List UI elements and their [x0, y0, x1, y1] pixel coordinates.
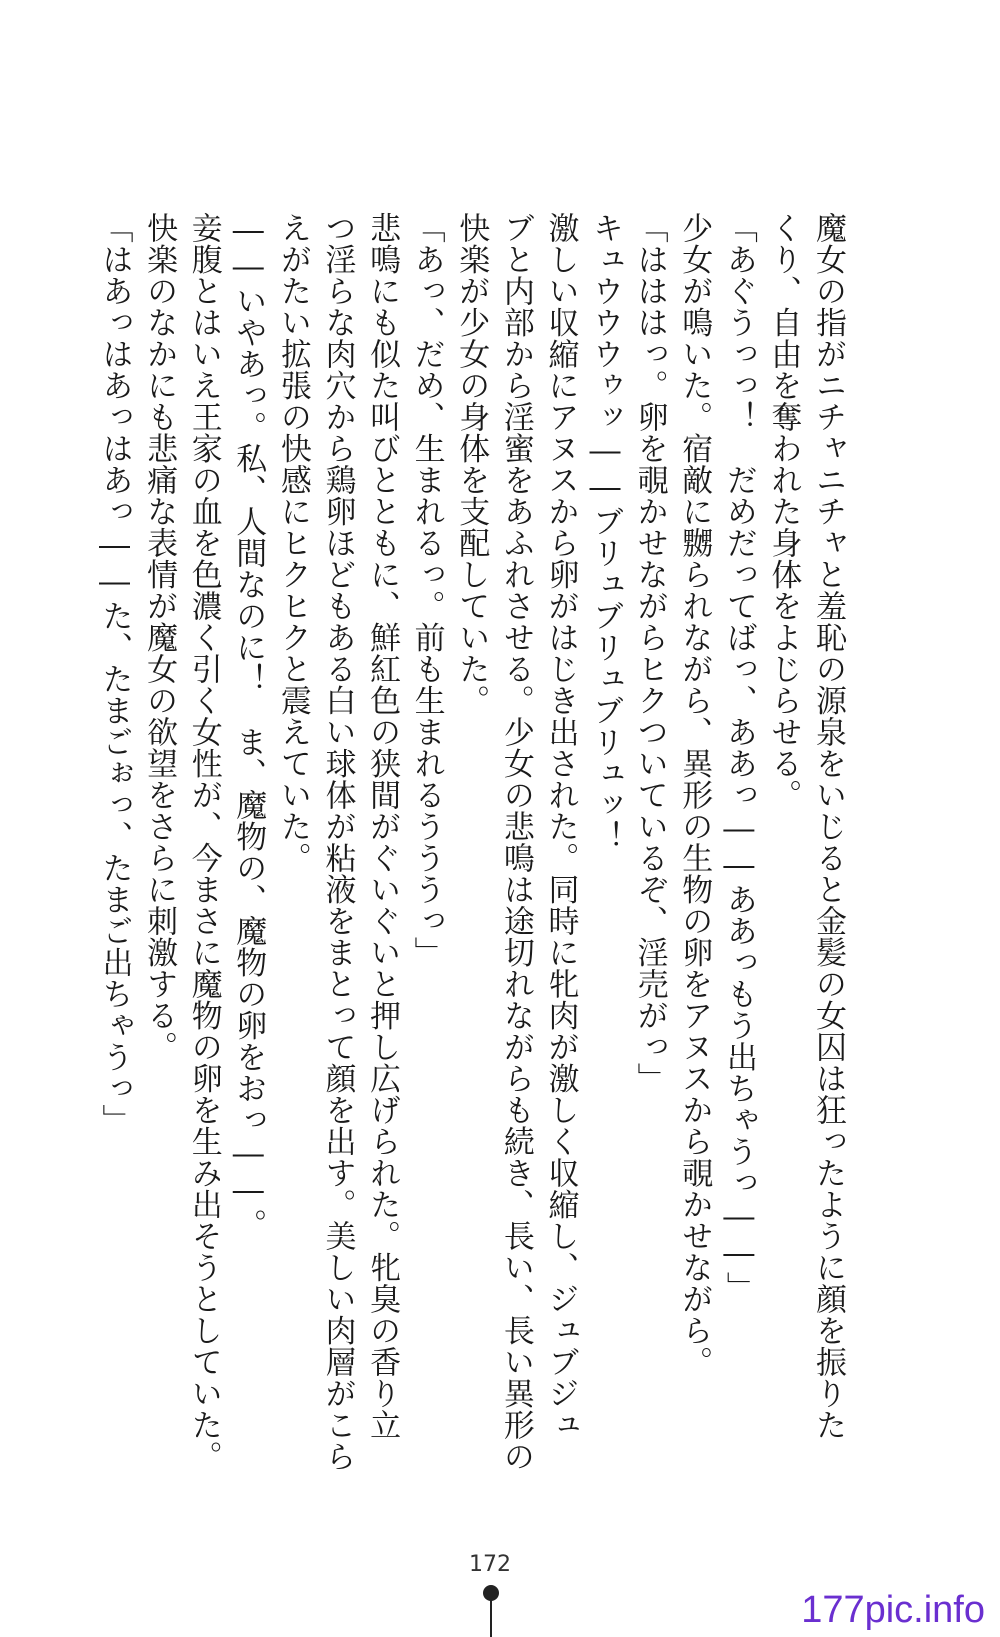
text-line: 魔女の指がニチャニチャと羞恥の源泉をいじると金髪の女囚は狂ったように顔を振りた — [810, 212, 846, 1441]
text-line: ――いやあっ。私、人間なのに！ ま、魔物の、魔物の卵をおっ――。 — [230, 212, 267, 1240]
page-marker-dot-icon — [483, 1585, 499, 1601]
text-line: ブと内部から淫蜜をあふれさせる。少女の悲鳴は途切れながらも続き、長い、長い異形の — [497, 212, 534, 1472]
text-line: 悲鳴にも似た叫びとともに、鮮紅色の狭間がぐいぐいと押し広げられた。牝臭の香り立 — [364, 212, 401, 1441]
page-number: 172 — [469, 1552, 511, 1577]
text-line: えがたい拡張の快感にヒクヒクと震えていた。 — [274, 212, 311, 874]
text-line: 快楽が少女の身体を支配していた。 — [453, 212, 490, 716]
text-line: 「はははっ。卵を覗かせながらヒクついているぞ、淫売がっ」 — [631, 212, 668, 1094]
page-marker-rule — [490, 1600, 492, 1637]
text-line: 快楽のなかにも悲痛な表情が魔女の欲望をさらに刺激する。 — [141, 212, 178, 1063]
text-line: 「はあっはあっはあっ――た、たまごぉっ、たまご出ちゃうっ」 — [96, 212, 133, 1136]
text-line: 妾腹とはいえ王家の血を色濃く引く女性が、今まさに魔物の卵を生み出そうとしていた。 — [185, 212, 222, 1472]
text-line: 少女が鳴いた。宿敵に嬲られながら、異形の生物の卵をアヌスから覗かせながら。 — [676, 212, 713, 1378]
text-line: くり、自由を奪われた身体をよじらせる。 — [765, 212, 802, 811]
text-line: キュウウウゥッ――ブリュブリュブリュッ！ — [587, 212, 624, 852]
body-text — [92, 212, 850, 1472]
text-line: 「あぐうっっ！ だめだってばっ、ああっ――ああっもう出ちゃうっ――」 — [720, 212, 757, 1303]
text-line: つ淫らな肉穴から鶏卵ほどもある白い球体が粘液をまとって顔を出す。美しい肉層がこら — [319, 212, 356, 1472]
watermark: 177pic.info — [801, 1589, 985, 1631]
text-line: 「あっ、だめ、生まれるっ。前も生まれるうううっ」 — [408, 212, 445, 968]
text-line: 激しい収縮にアヌスから卵がはじき出された。同時に牝肉が激しく収縮し、ジュブジュ — [542, 212, 579, 1441]
